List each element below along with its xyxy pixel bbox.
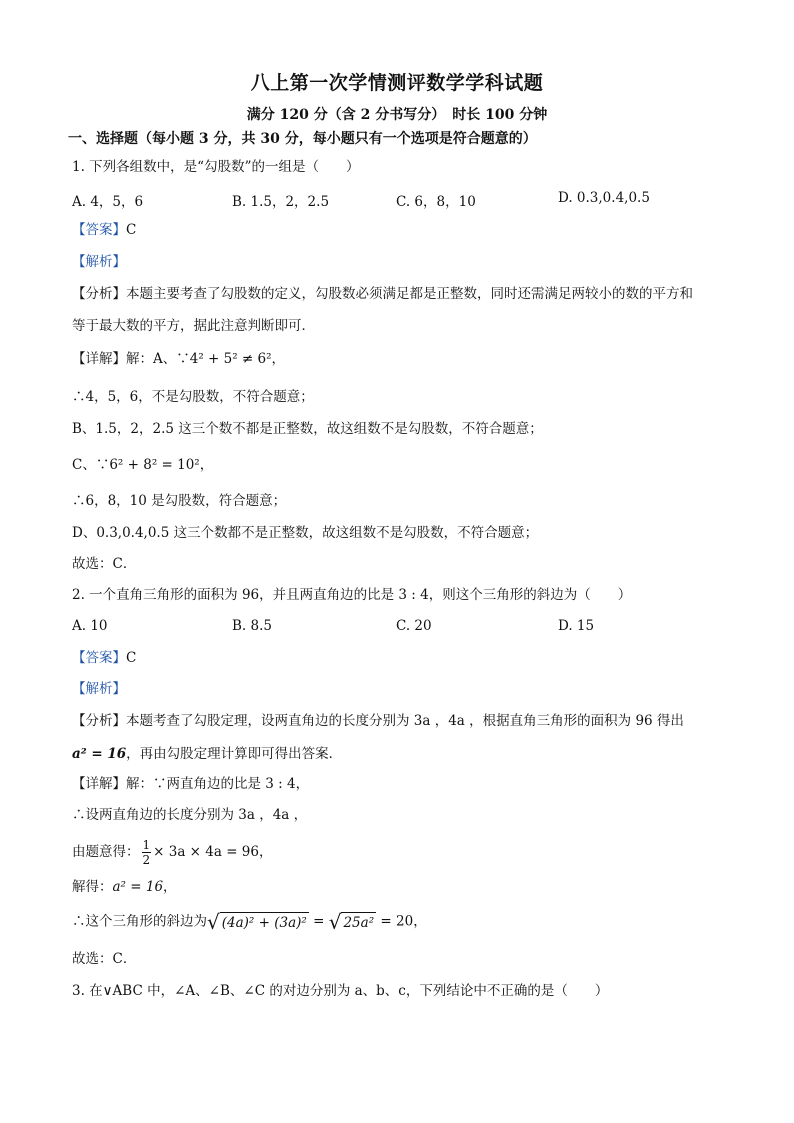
q1-analysis-tag bbox=[72, 253, 126, 271]
q2-analysis-tag bbox=[72, 680, 126, 698]
fenxi-math: a² = 16 bbox=[72, 746, 127, 762]
detail-prefix: 由题意得： bbox=[72, 844, 140, 860]
q1-line-d: D、0.3,0.4,0.5 这三个数都不是正整数，故这组数不是勾股数，不符合题意； bbox=[72, 525, 539, 541]
q2-detail-line-3 bbox=[72, 838, 273, 867]
q2-fenxi-line-1 bbox=[72, 712, 684, 730]
q1-answer bbox=[72, 221, 136, 239]
line-c-prefix: C、∵ bbox=[72, 457, 110, 473]
detail-text: 解：∵两直角边的比是 3 : 4， bbox=[126, 776, 310, 792]
q1-line-a2: ∴4，5，6，不是勾股数，不符合题意； bbox=[72, 389, 314, 405]
page-subtitle: 满分 120 分（含 2 分书写分） 时长 100 分钟 bbox=[246, 107, 548, 123]
detail-suffix: ， bbox=[413, 913, 427, 930]
q1-fenxi-line-2: 等于最大数的平方，据此注意判断即可． bbox=[72, 318, 315, 334]
answer-tag: 【答案】 bbox=[72, 650, 126, 666]
detail-math: a² = 16 bbox=[112, 879, 164, 895]
sqrt-icon: √ bbox=[207, 910, 220, 934]
detail-tag: 【详解】 bbox=[72, 776, 126, 792]
fraction-denominator: 2 bbox=[142, 853, 151, 867]
analysis-tag: 【解析】 bbox=[72, 681, 126, 697]
radicand-2: 25a² bbox=[341, 912, 376, 932]
page-title: 八上第一次学情测评数学学科试题 bbox=[250, 72, 544, 94]
section-heading: 一、选择题（每小题 3 分，共 30 分，每小题只有一个选项是符合题意的） bbox=[68, 131, 537, 147]
detail-prefix: ∴这个三角形的斜边为 bbox=[72, 913, 207, 930]
radicand-1: (4a)² + (3a)² bbox=[220, 912, 309, 932]
q1-fenxi-line-1 bbox=[72, 285, 693, 303]
fraction-numerator: 1 bbox=[142, 838, 151, 852]
question-1-stem: 1. 下列各组数中，是“勾股数”的一组是（ ） bbox=[72, 159, 360, 175]
q2-detail-line-2: ∴设两直角边的长度分别为 3a ，4a ， bbox=[72, 807, 308, 823]
answer-value: C bbox=[126, 650, 137, 666]
q1-detail-line bbox=[72, 350, 285, 368]
q2-option-a: A. 10 bbox=[72, 618, 108, 634]
detail-suffix: ， bbox=[271, 351, 286, 367]
q2-detail-line-1 bbox=[72, 775, 309, 793]
q2-option-b: B. 8.5 bbox=[232, 618, 272, 634]
fenxi-text-2: ，再由勾股定理计算即可得出答案． bbox=[126, 746, 343, 762]
q2-option-d: D. 15 bbox=[558, 618, 595, 634]
result: = 20 bbox=[376, 913, 414, 930]
q2-detail-line-5 bbox=[72, 912, 427, 932]
line-c-math: 6² + 8² = 10² bbox=[109, 457, 200, 473]
q1-option-d: D. 0.3,0.4,0.5 bbox=[558, 190, 650, 206]
fenxi-tag: 【分析】 bbox=[72, 286, 126, 302]
q1-line-c2: ∴6，8，10 是勾股数，符合题意； bbox=[72, 493, 287, 509]
q1-option-a: A. 4，5，6 bbox=[72, 194, 144, 210]
sqrt-icon: √ bbox=[328, 910, 342, 934]
fenxi-text: 本题考查了勾股定理，设两直角边的长度分别为 3a ，4a ，根据直角三角形的面积为 96 得出 bbox=[126, 713, 684, 729]
answer-value: C bbox=[126, 222, 137, 238]
question-3-stem: 3. 在∨ABC 中，∠A、∠B、∠C 的对边分别为 a、b、c，下列结论中不正确的是（ ） bbox=[72, 983, 609, 999]
detail-suffix: ， bbox=[163, 879, 177, 895]
analysis-tag: 【解析】 bbox=[72, 254, 126, 270]
q2-answer bbox=[72, 649, 136, 667]
detail-math: × 3a × 4a = 96 bbox=[153, 844, 259, 860]
q1-option-b: B. 1.5，2，2.5 bbox=[232, 194, 330, 210]
detail-math: 4² + 5² ≠ 6² bbox=[189, 351, 272, 367]
fenxi-tag: 【分析】 bbox=[72, 713, 126, 729]
q2-fenxi-line-2 bbox=[72, 745, 342, 763]
q2-detail-line-4 bbox=[72, 878, 177, 896]
q1-line-c bbox=[72, 456, 213, 474]
q1-conclusion: 故选：C． bbox=[72, 556, 137, 572]
detail-suffix: ， bbox=[259, 844, 273, 860]
answer-tag: 【答案】 bbox=[72, 222, 126, 238]
q1-line-b: B、1.5，2，2.5 这三个数不都是正整数，故这组数不是勾股数，不符合题意； bbox=[72, 421, 543, 437]
detail-prefix: 解得： bbox=[72, 879, 113, 895]
fenxi-text: 本题主要考查了勾股数的定义，勾股数必须满足都是正整数，同时还需满足两较小的数的平方和 bbox=[126, 286, 693, 302]
q1-option-c: C. 6，8，10 bbox=[396, 194, 476, 210]
fraction-one-half bbox=[142, 838, 152, 867]
q2-conclusion: 故选：C． bbox=[72, 951, 137, 967]
question-2-stem: 2. 一个直角三角形的面积为 96，并且两直角边的比是 3 : 4，则这个三角形的斜边为（ ） bbox=[72, 587, 632, 603]
detail-tag: 【详解】 bbox=[72, 351, 126, 367]
q2-option-c: C. 20 bbox=[396, 618, 432, 634]
detail-prefix: 解：A、∵ bbox=[126, 351, 190, 367]
line-c-suffix: ， bbox=[199, 457, 214, 473]
equals: = bbox=[308, 913, 329, 930]
